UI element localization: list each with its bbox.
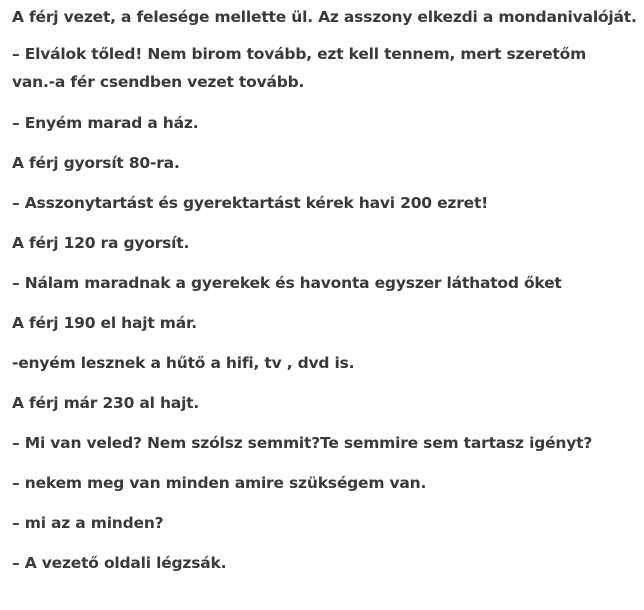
paragraph-3: – Enyém marad a ház. — [12, 114, 199, 132]
paragraph-5: – Asszonytartást és gyerektartást kérek havi 200 ezret! — [12, 194, 489, 212]
paragraph-11: – Mi van veled? Nem szólsz semmit?Te semmire sem tartasz igényt? — [12, 434, 593, 452]
paragraph-13: – mi az a minden? — [12, 514, 164, 532]
paragraph-1: A férj vezet, a felesége mellette ül. Az asszony elkezdi a mondanivalóját. — [12, 8, 637, 26]
paragraph-8: A férj 190 el hajt már. — [12, 314, 197, 332]
paragraph-10: A férj már 230 al hajt. — [12, 394, 200, 412]
paragraph-14: – A vezető oldali légzsák. — [12, 554, 227, 572]
paragraph-2: – Elválok tőled! Nem birom tovább, ezt kell tennem, mert szeretőm — [12, 45, 587, 63]
paragraph-12: – nekem meg van minden amire szükségem van. — [12, 474, 427, 492]
paragraph-6: A férj 120 ra gyorsít. — [12, 234, 190, 252]
paragraph-7: – Nálam maradnak a gyerekek és havonta egyszer láthatod őket — [12, 274, 562, 292]
paragraph-9: -enyém lesznek a hűtő a hifi, tv , dvd is. — [12, 354, 355, 372]
paragraph-2-continued: van.-a fér csendben vezet tovább. — [12, 73, 305, 91]
paragraph-4: A férj gyorsít 80-ra. — [12, 154, 180, 172]
